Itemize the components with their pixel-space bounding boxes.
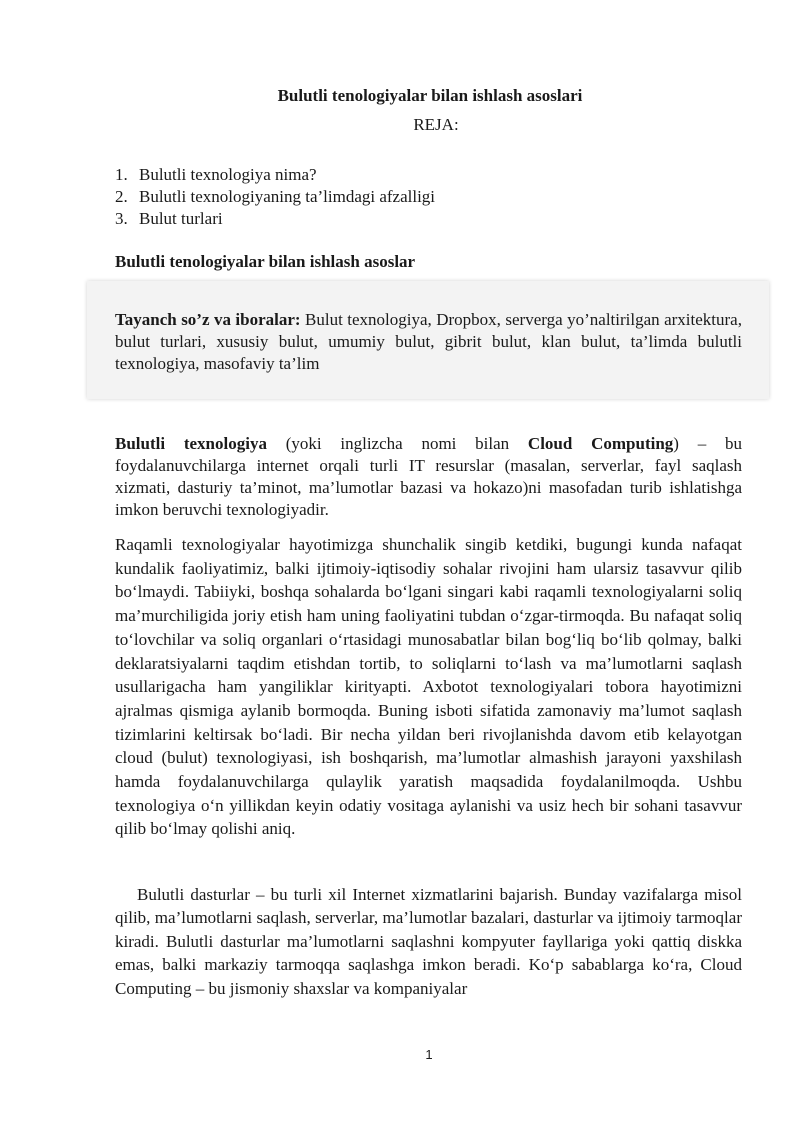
body-paragraph: Bulutli dasturlar – bu turli xil Internet xizmatlarini bajarish. Bunday vazifalarga misol qilib, ma’lumotlarni saqlash, serverlar, ma’lumotlar bazalari, dasturlar va ijtimoiy tarmoqlar kiradi. Bulutli dasturlar ma’lumotlarni saqlashni kompyuter fayllariga yoki qattiq diskka emas, balki markaziy tarmoqqa saqlashga imkon beradi. Ko‘p sabablarga ko‘ra, Cloud Computing – bu jismoniy shaxslar va kompaniyalar: [115, 885, 742, 998]
plan-item-number: 1.: [115, 165, 128, 184]
plan-item-text: Bulutli texnologiyaning ta’limdagi afzalligi: [139, 187, 436, 206]
plan-item: [115, 164, 435, 186]
section-subtitle: Bulutli tenologiyalar bilan ishlash asoslar: [115, 252, 416, 271]
definition-text-part: (yoki inglizcha nomi bilan: [266, 434, 528, 453]
plan-item: [115, 186, 435, 208]
definition-text-part: ) – bu foydalanuvchilarga internet orqali turli IT resurslar (masalan, serverlar, fayl saqlash xizmati, dasturiy ta’minot, ma’lumotlar bazasi va hokazo)ni masofadan turib ishlatishga imkon beruvchi texnologiyadir.: [115, 434, 742, 519]
document-title: Bulutli tenologiyalar bilan ishlash asoslari: [277, 86, 583, 105]
plan-list: [115, 164, 435, 230]
plan-item: [115, 208, 435, 230]
term-bulutli-texnologiya: Bulutli texnologiya: [115, 434, 267, 453]
definition-paragraph: [115, 433, 742, 521]
plan-item-text: Bulut turlari: [139, 209, 223, 228]
plan-item-number: 3.: [115, 209, 128, 228]
plan-item-text: Bulutli texnologiya nima?: [139, 165, 317, 184]
keywords-text: Bulut texnologiya, Dropbox, serverga yo’naltirilgan arxitektura, bulut turlari, xususiy bulut, umumiy bulut, gibrit bulut, klan bulut, ta’limda bulutli texnologiya, masofaviy ta’lim: [115, 310, 742, 373]
body-paragraph: Raqamli texnologiyalar hayotimizga shunchalik singib ketdiki, bugungi kunda nafaqat kundalik faoliyatimiz, balki ijtimoiy-iqtisodiy sohalar rivojini ham ularsiz tasavvur qilib bo‘lmaydi. Tabiiyki, boshqa sohalarda bo‘lgani singari kabi raqamli texnologiyalarni soliq ma’murchiligida joriy etish ham uning faoliyatini tubdan o‘zgar-tirmoqda. Bu nafaqat soliq to‘lovchilar va soliq organlari o‘rtasidagi munosabatlar bilan bog‘liq bo‘lib qolmay, balki deklaratsiyalarni taqdim etishdan tortib, to soliqlarni to‘lash va ma’lumotlarni saqlash usullarigacha ham yangiliklar kirityapti. Axbotot texnologiyalari tobora hayotimizni ajralmas qismiga aylanib bormoqda. Buning isboti sifatida zamonaviy ma’lumot saqlash tizimlarini keltirsak bo‘ladi. Bir necha yildan beri rivojlanishda davom etib kelayotgan cloud (bulut) texnologiyasi, ish boshqarish, ma’lumotlar almashish jarayoni yaxshilash hamda foydalanuvchilarga qulaylik yaratish maqsadida foydalanilmoqda. Ushbu texnologiya o‘n yillikdan keyin odatiy vositaga aylanishi va usiz hech bir sohani tasavvur qilib bo‘lmay qolishi aniq.: [115, 535, 742, 839]
plan-item-number: 2.: [115, 187, 128, 206]
plan-heading: REJA:: [413, 115, 459, 134]
keywords-label: Tayanch so’z va iboralar:: [115, 310, 301, 329]
keywords-paragraph: [115, 309, 742, 375]
page-number: 1: [425, 1047, 433, 1062]
term-cloud-computing: Cloud Computing: [527, 434, 674, 453]
